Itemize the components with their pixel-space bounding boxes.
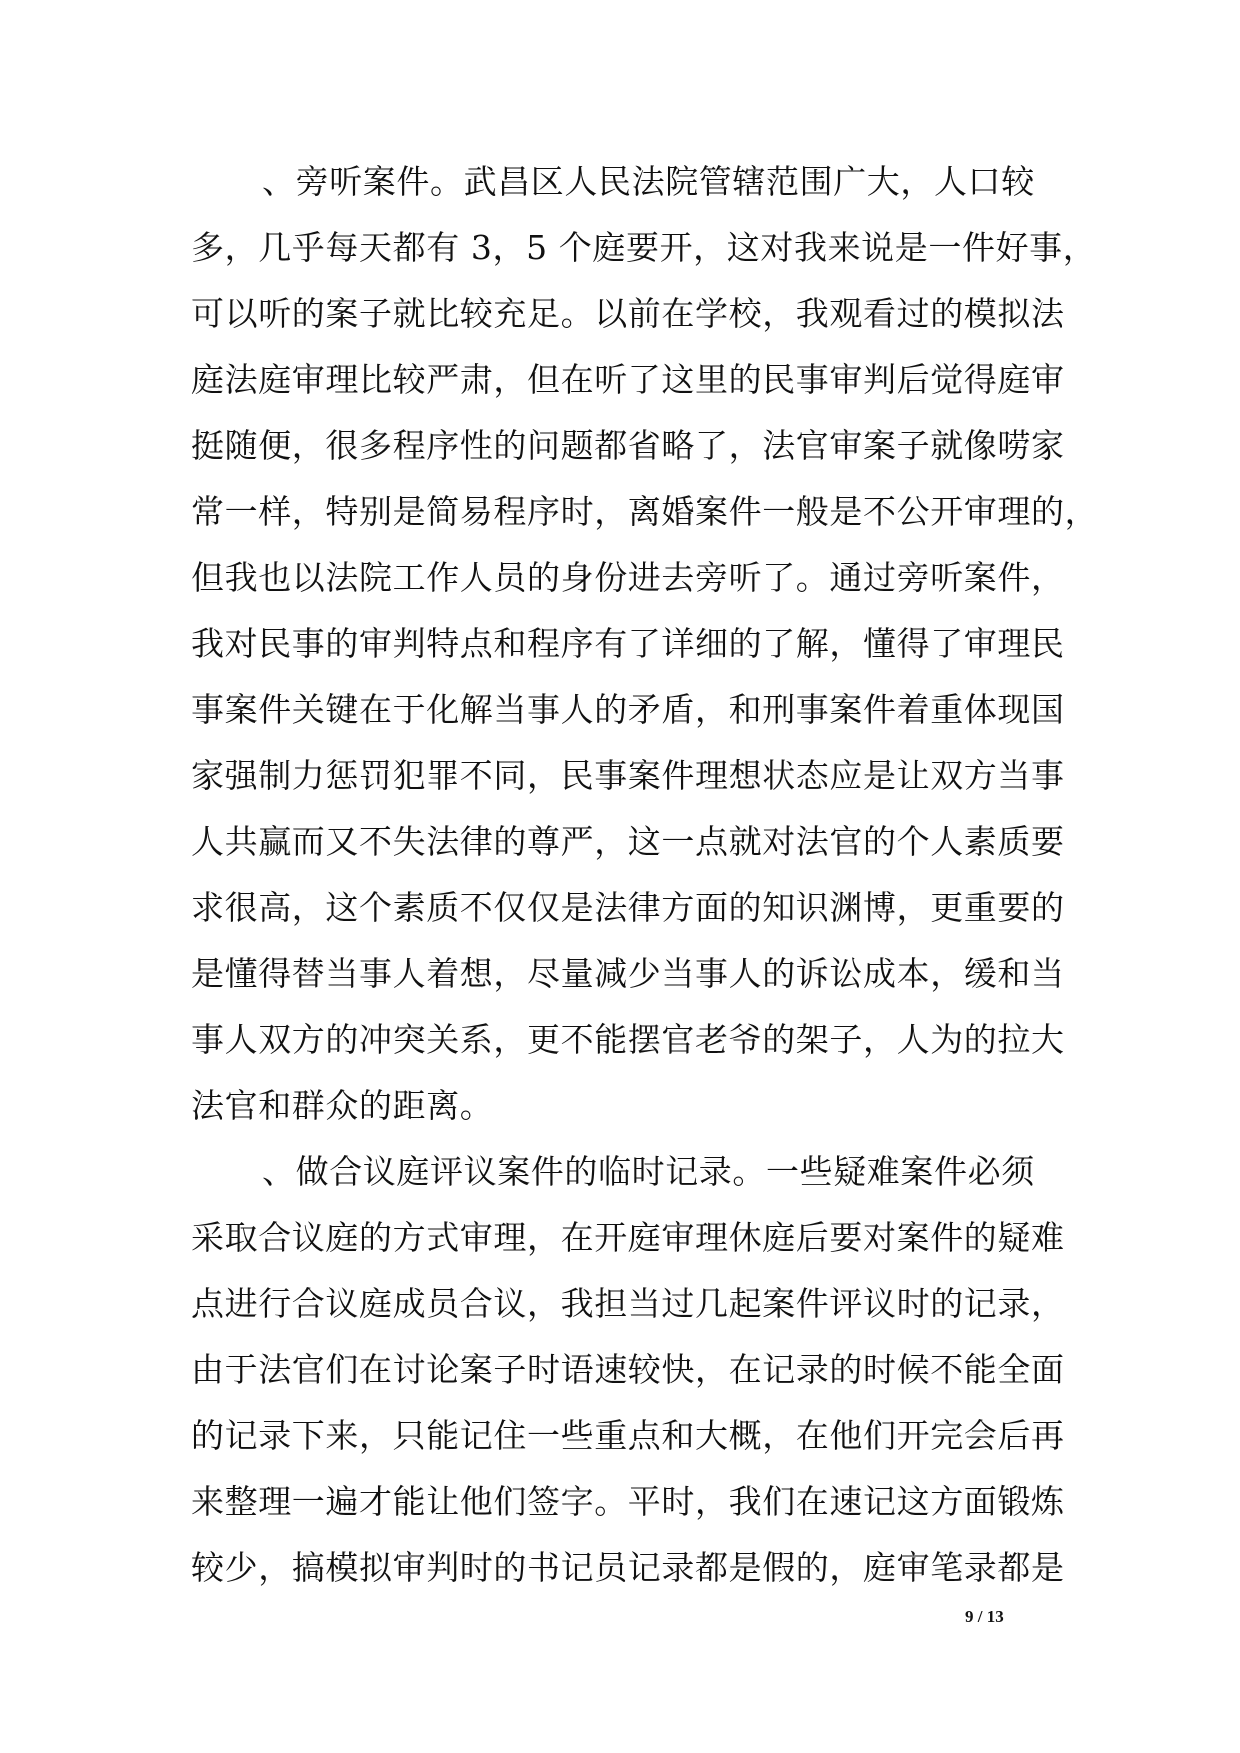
paragraph-2-line-1: 、做合议庭评议案件的临时记录。一些疑难案件必须 [262, 1152, 1035, 1191]
paragraph-1-line-12: 求很高，这个素质不仅仅是法律方面的知识渊博，更重要的 [191, 888, 1065, 927]
paragraph-1-line-5: 挺随便，很多程序性的问题都省略了，法官审案子就像唠家 [191, 426, 1065, 465]
paragraph-2-line-7: 较少，搞模拟审判时的书记员记录都是假的，庭审笔录都是 [191, 1548, 1065, 1587]
paragraph-1-line-13: 是懂得替当事人着想，尽量减少当事人的诉讼成本，缓和当 [191, 954, 1065, 993]
paragraph-2-line-2: 采取合议庭的方式审理，在开庭审理休庭后要对案件的疑难 [191, 1218, 1065, 1257]
paragraph-1-line-2: 多，几乎每天都有 3，5 个庭要开，这对我来说是一件好事， [191, 228, 1097, 267]
paragraph-1-line-1: 、旁听案件。武昌区人民法院管辖范围广大，人口较 [262, 162, 1035, 201]
paragraph-1-line-14: 事人双方的冲突关系，更不能摆官老爷的架子，人为的拉大 [191, 1020, 1065, 1059]
paragraph-1-line-8: 我对民事的审判特点和程序有了详细的了解，懂得了审理民 [191, 624, 1065, 663]
paragraph-1-line-15: 法官和群众的距离。 [191, 1086, 494, 1125]
paragraph-1-line-3: 可以听的案子就比较充足。以前在学校，我观看过的模拟法 [191, 294, 1065, 333]
paragraph-2-line-6: 来整理一遍才能让他们签字。平时，我们在速记这方面锻炼 [191, 1482, 1065, 1521]
paragraph-2-line-3: 点进行合议庭成员合议，我担当过几起案件评议时的记录， [191, 1284, 1065, 1323]
paragraph-1-line-10: 家强制力惩罚犯罪不同，民事案件理想状态应是让双方当事 [191, 756, 1065, 795]
paragraph-1-line-9: 事案件关键在于化解当事人的矛盾，和刑事案件着重体现国 [191, 690, 1065, 729]
paragraph-2-line-5: 的记录下来，只能记住一些重点和大概，在他们开完会后再 [191, 1416, 1065, 1455]
page-number: 9 / 13 [965, 1607, 1004, 1626]
paragraph-1-line-7: 但我也以法院工作人员的身份进去旁听了。通过旁听案件， [191, 558, 1065, 597]
paragraph-1-line-11: 人共赢而又不失法律的尊严，这一点就对法官的个人素质要 [191, 822, 1065, 861]
paragraph-1-line-6: 常一样，特别是简易程序时，离婚案件一般是不公开审理的， [191, 492, 1099, 531]
paragraph-2-line-4: 由于法官们在讨论案子时语速较快，在记录的时候不能全面 [191, 1350, 1065, 1389]
paragraph-1-line-4: 庭法庭审理比较严肃，但在听了这里的民事审判后觉得庭审 [191, 360, 1065, 399]
